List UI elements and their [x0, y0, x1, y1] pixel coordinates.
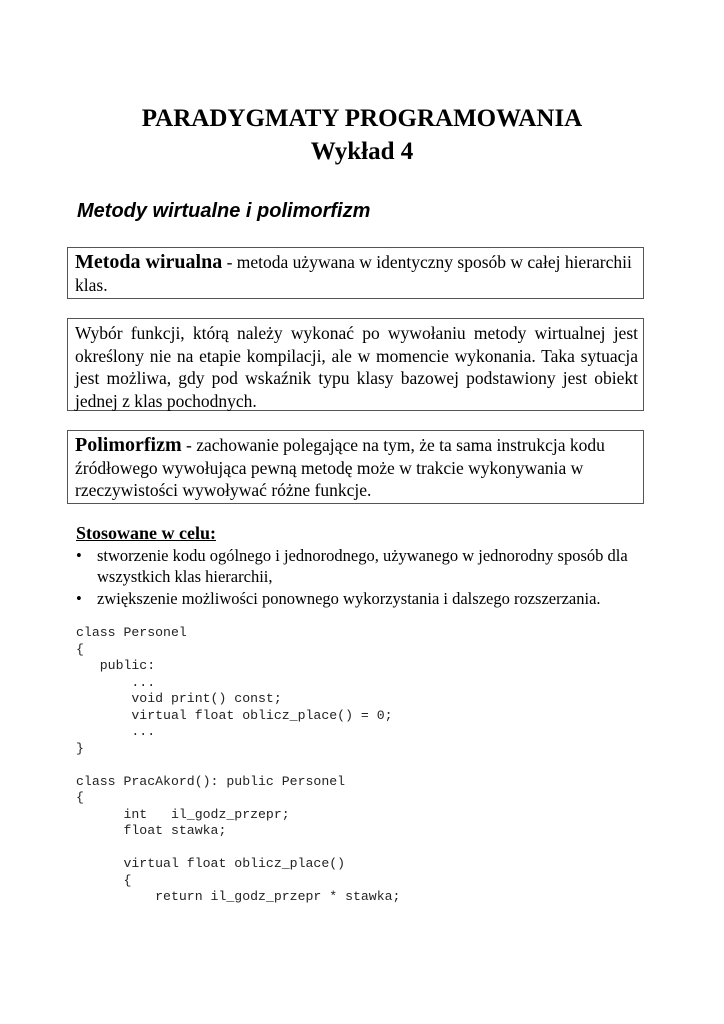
virtual-method-definition-box	[67, 247, 644, 299]
polymorphism-definition: - zachowanie polegające na tym, że ta sama instrukcja kodu źródłowego wywołująca pewną metodę może w trakcie wykonywania w rzeczywistości wywoływać różne funkcje.	[75, 435, 605, 500]
bullet-icon: •	[76, 546, 82, 565]
polymorphism-term: Polimorfizm	[75, 434, 182, 456]
bullet-icon: •	[76, 589, 82, 608]
uses-heading: Stosowane w celu:	[76, 523, 216, 543]
document-title: PARADYGMATY PROGRAMOWANIA	[141, 105, 583, 132]
virtual-method-definition: - metoda używana w identyczny sposób w całej hierarchii klas.	[75, 252, 632, 295]
uses-list	[76, 545, 656, 610]
list-item	[76, 588, 656, 609]
code-listing: class Personel { public: ... void print() const; virtual float oblicz_place() = 0; ... } class PracAkord(): public Personel { int il_godz_przepr; float stawka; virtual float oblicz_place() { return il_godz_przepr * stawka;	[76, 625, 401, 904]
list-item	[76, 545, 656, 587]
polymorphism-definition-box	[67, 430, 644, 504]
list-item-text: zwiększenie możliwości ponownego wykorzystania i dalszego rozszerzania.	[97, 589, 601, 608]
list-item-text: stworzenie kodu ogólnego i jednorodnego, używanego w jednorodny sposób dla wszystkich klas hierarchii,	[97, 546, 628, 586]
virtual-method-term: Metoda wirualna	[75, 251, 223, 273]
late-binding-text: Wybór funkcji, którą należy wykonać po wywołaniu metody wirtualnej jest określony nie na etapie kompilacji, ale w momencie wykonania. Taka sytuacja jest możliwa, gdy pod wskaźnik typu klasy bazowej podstawiony jest obiekt jednej z klas pochodnych.	[75, 323, 638, 411]
section-heading: Metody wirtualne i polimorfizm	[77, 200, 371, 222]
lecture-number: Wykład 4	[310, 138, 414, 165]
late-binding-box	[67, 318, 644, 411]
